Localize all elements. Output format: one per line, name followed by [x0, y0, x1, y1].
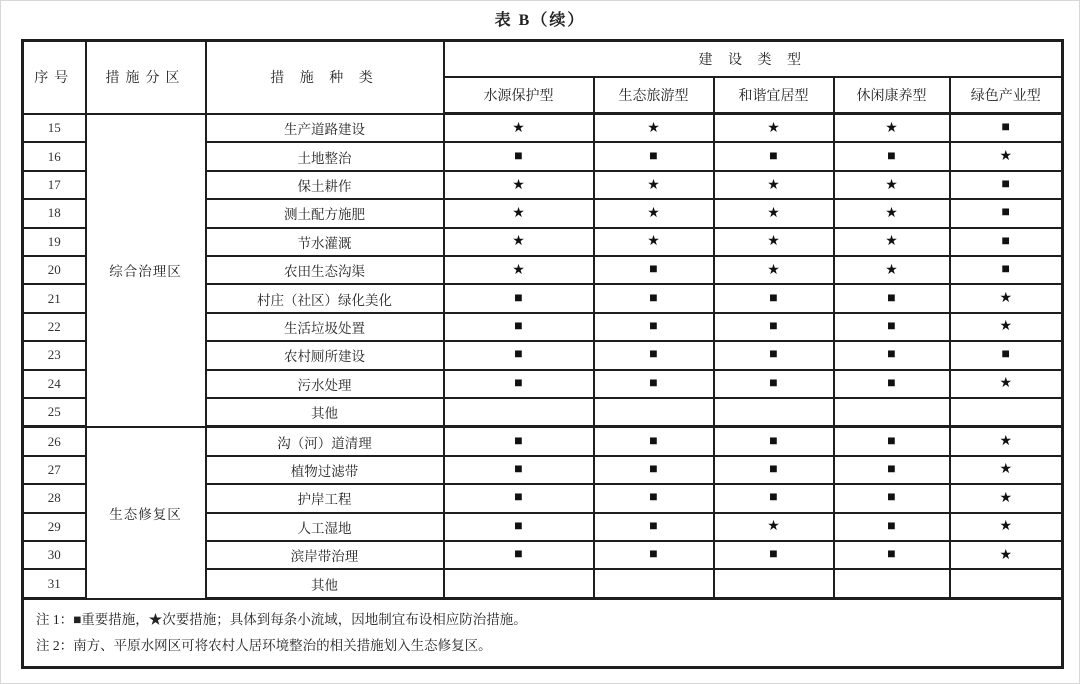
row-number: 23 [23, 341, 86, 369]
measure-cell: 护岸工程 [206, 484, 444, 512]
row-number: 31 [23, 569, 86, 598]
row-number: 16 [23, 142, 86, 170]
mark-cell: ■ [594, 541, 714, 569]
mark-cell: ★ [950, 456, 1063, 484]
notes-row [23, 599, 1063, 668]
measure-cell: 污水处理 [206, 370, 444, 398]
mark-cell: ■ [594, 313, 714, 341]
mark-cell: ■ [714, 370, 834, 398]
mark-cell: ■ [444, 370, 594, 398]
table-row [23, 114, 1063, 143]
measures-table [21, 39, 1064, 669]
mark-cell: ■ [714, 456, 834, 484]
mark-cell: ★ [950, 484, 1063, 512]
mark-cell: ■ [834, 142, 950, 170]
mark-cell [594, 569, 714, 598]
note-line-1: 注 1：■重要措施，★次要措施；具体到每条小流域，因地制宜布设相应防治措施。 [36, 612, 527, 627]
mark-cell: ■ [594, 484, 714, 512]
mark-cell: ■ [950, 114, 1063, 143]
mark-cell: ■ [594, 427, 714, 456]
mark-cell: ■ [444, 456, 594, 484]
mark-cell: ■ [950, 341, 1063, 369]
mark-cell: ■ [444, 313, 594, 341]
mark-cell: ■ [950, 171, 1063, 199]
mark-cell: ■ [444, 284, 594, 312]
mark-cell: ★ [950, 427, 1063, 456]
mark-cell: ★ [594, 228, 714, 256]
measure-cell: 测土配方施肥 [206, 199, 444, 227]
header-type-green-industry: 绿色产业型 [950, 77, 1063, 114]
measure-cell: 其他 [206, 398, 444, 427]
mark-cell: ■ [594, 456, 714, 484]
mark-cell: ★ [444, 114, 594, 143]
mark-cell [714, 569, 834, 598]
note-line-2: 注 2：南方、平原水网区可将农村人居环境整治的相关措施划入生态修复区。 [36, 638, 492, 653]
mark-cell: ■ [594, 284, 714, 312]
mark-cell [444, 398, 594, 427]
table-row [23, 427, 1063, 456]
row-number: 30 [23, 541, 86, 569]
mark-cell [714, 398, 834, 427]
measure-cell: 沟（河）道清理 [206, 427, 444, 456]
mark-cell: ■ [594, 142, 714, 170]
mark-cell: ★ [834, 256, 950, 284]
mark-cell: ★ [714, 228, 834, 256]
row-number: 26 [23, 427, 86, 456]
row-number: 28 [23, 484, 86, 512]
mark-cell: ★ [444, 171, 594, 199]
header-type-harmonious-living: 和谐宜居型 [714, 77, 834, 114]
mark-cell: ★ [714, 171, 834, 199]
table-header [23, 41, 1063, 114]
mark-cell: ★ [834, 114, 950, 143]
header-measure-type: 措 施 种 类 [206, 41, 444, 114]
measure-cell: 保土耕作 [206, 171, 444, 199]
mark-cell: ■ [714, 142, 834, 170]
mark-cell: ★ [950, 313, 1063, 341]
mark-cell: ■ [834, 313, 950, 341]
mark-cell: ★ [594, 199, 714, 227]
zone-cell: 生态修复区 [86, 427, 206, 599]
mark-cell: ★ [950, 541, 1063, 569]
header-type-leisure-wellness: 休闲康养型 [834, 77, 950, 114]
mark-cell: ■ [594, 370, 714, 398]
row-number: 18 [23, 199, 86, 227]
mark-cell: ★ [834, 171, 950, 199]
header-row-1 [23, 41, 1063, 78]
measure-cell: 人工湿地 [206, 513, 444, 541]
row-number: 21 [23, 284, 86, 312]
measure-cell: 农田生态沟渠 [206, 256, 444, 284]
mark-cell: ★ [444, 256, 594, 284]
mark-cell: ★ [594, 171, 714, 199]
mark-cell: ■ [714, 341, 834, 369]
table-body [23, 114, 1063, 599]
mark-cell: ■ [834, 484, 950, 512]
mark-cell [444, 569, 594, 598]
mark-cell: ■ [834, 341, 950, 369]
mark-cell: ■ [834, 427, 950, 456]
row-number: 17 [23, 171, 86, 199]
measure-cell: 生活垃圾处置 [206, 313, 444, 341]
row-number: 22 [23, 313, 86, 341]
mark-cell [594, 398, 714, 427]
mark-cell: ★ [950, 513, 1063, 541]
mark-cell: ■ [714, 284, 834, 312]
mark-cell: ■ [594, 513, 714, 541]
mark-cell: ★ [444, 228, 594, 256]
mark-cell [950, 569, 1063, 598]
mark-cell: ★ [950, 142, 1063, 170]
mark-cell [950, 398, 1063, 427]
mark-cell: ■ [950, 256, 1063, 284]
mark-cell: ★ [594, 114, 714, 143]
measure-cell: 生产道路建设 [206, 114, 444, 143]
mark-cell: ■ [444, 341, 594, 369]
measure-cell: 农村厕所建设 [206, 341, 444, 369]
mark-cell: ■ [950, 228, 1063, 256]
mark-cell: ■ [834, 541, 950, 569]
table-caption: 表 B（续） [494, 12, 586, 29]
mark-cell: ★ [714, 199, 834, 227]
measure-cell: 滨岸带治理 [206, 541, 444, 569]
mark-cell: ■ [444, 541, 594, 569]
measure-cell: 节水灌溉 [206, 228, 444, 256]
row-number: 29 [23, 513, 86, 541]
row-number: 19 [23, 228, 86, 256]
table-footer [23, 599, 1063, 668]
mark-cell: ★ [834, 228, 950, 256]
mark-cell: ■ [714, 313, 834, 341]
row-number: 24 [23, 370, 86, 398]
header-type-eco-tourism: 生态旅游型 [594, 77, 714, 114]
mark-cell: ■ [834, 456, 950, 484]
mark-cell: ■ [714, 484, 834, 512]
header-seq: 序号 [23, 41, 86, 114]
measure-cell: 其他 [206, 569, 444, 598]
mark-cell [834, 569, 950, 598]
mark-cell: ★ [714, 114, 834, 143]
row-number: 27 [23, 456, 86, 484]
mark-cell: ★ [950, 370, 1063, 398]
mark-cell: ■ [594, 256, 714, 284]
mark-cell: ★ [714, 513, 834, 541]
header-zone: 措施分区 [86, 41, 206, 114]
mark-cell: ★ [444, 199, 594, 227]
mark-cell: ■ [714, 541, 834, 569]
mark-cell: ■ [444, 484, 594, 512]
mark-cell: ■ [714, 427, 834, 456]
mark-cell: ■ [950, 199, 1063, 227]
measure-cell: 土地整治 [206, 142, 444, 170]
mark-cell: ■ [834, 284, 950, 312]
mark-cell: ■ [834, 370, 950, 398]
header-type-water-protection: 水源保护型 [444, 77, 594, 114]
mark-cell: ■ [834, 513, 950, 541]
row-number: 15 [23, 114, 86, 143]
mark-cell: ■ [444, 142, 594, 170]
notes-cell [23, 599, 1063, 668]
mark-cell: ■ [444, 513, 594, 541]
row-number: 25 [23, 398, 86, 427]
header-construction-type-group: 建 设 类 型 [444, 41, 1063, 78]
mark-cell: ■ [594, 341, 714, 369]
mark-cell: ■ [444, 427, 594, 456]
row-number: 20 [23, 256, 86, 284]
measure-cell: 村庄（社区）绿化美化 [206, 284, 444, 312]
measure-cell: 植物过滤带 [206, 456, 444, 484]
mark-cell: ★ [834, 199, 950, 227]
mark-cell [834, 398, 950, 427]
zone-cell: 综合治理区 [86, 114, 206, 427]
mark-cell: ★ [714, 256, 834, 284]
mark-cell: ★ [950, 284, 1063, 312]
